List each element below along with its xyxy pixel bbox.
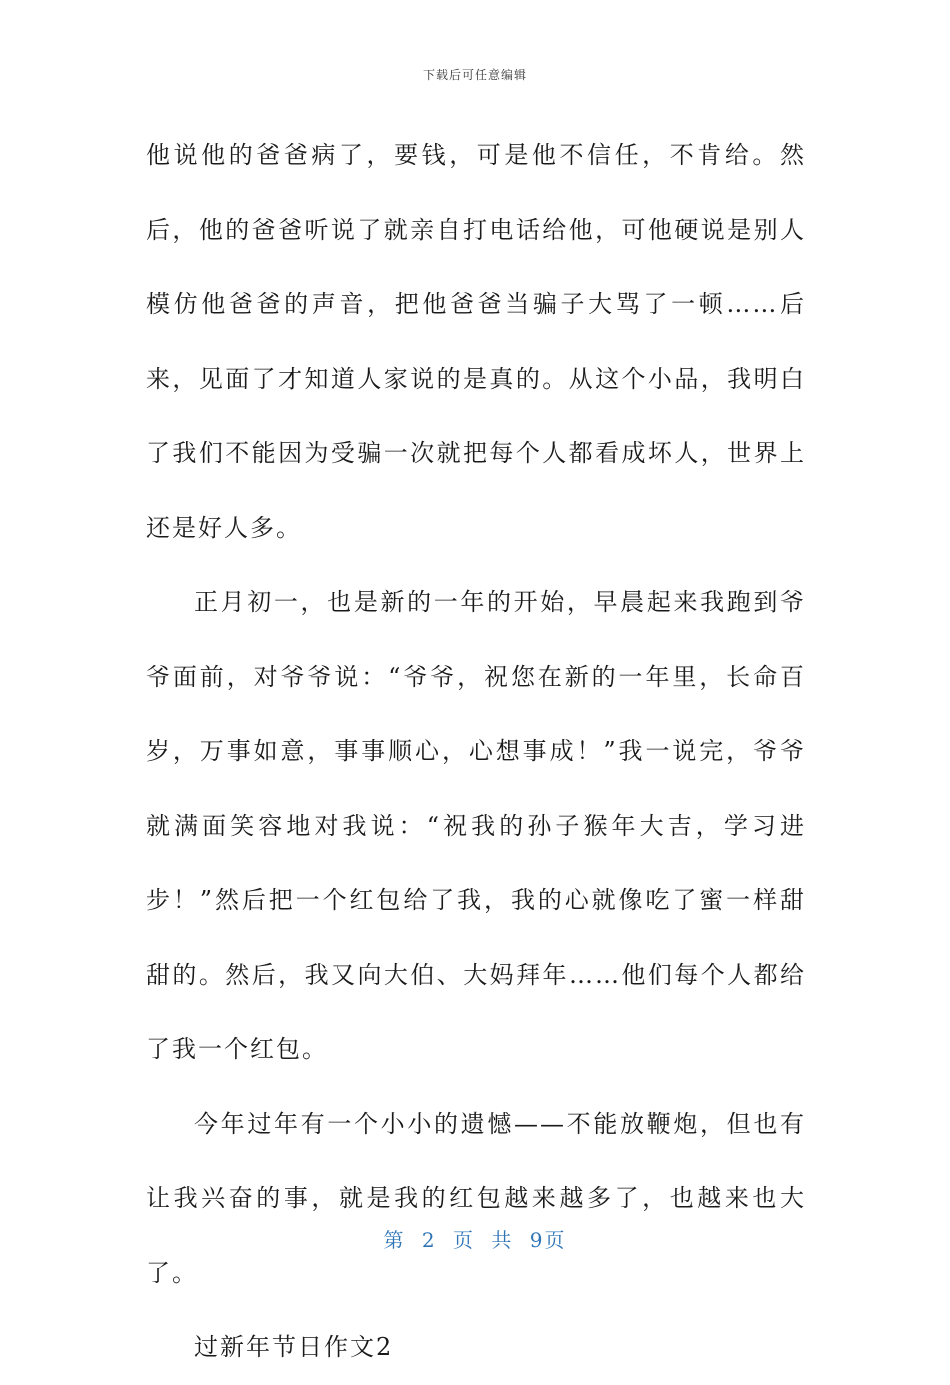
- body-text: [146, 118, 806, 1385]
- paragraph-2: 正月初一，也是新的一年的开始，早晨起来我跑到爷爷面前，对爷爷说：“爷爷，祝您在新的一年里，长命百岁，万事如意，事事顺心，心想事成！”我一说完，爷爷就满面笑容地对我说：“祝我的孙子猴年大吉，学习进步！”然后把一个红包给了我，我的心就像吃了蜜一样甜甜的。然后，我又向大伯、大妈拜年……他们每个人都给了我一个红包。: [146, 588, 806, 1063]
- footer-total-pages: 9页: [529, 1228, 567, 1252]
- header-note: 下载后可任意编辑: [422, 68, 527, 82]
- footer-total-word: 共: [491, 1228, 514, 1252]
- footer-prefix: 第: [383, 1228, 406, 1252]
- paragraph-3: 今年过年有一个小小的遗憾——不能放鞭炮，但也有让我兴奋的事，就是我的红包越来越多了，也越来也大了。: [146, 1109, 806, 1287]
- page-number-footer: [0, 1224, 950, 1253]
- footer-page-word: 页: [453, 1228, 475, 1252]
- paragraph-1: 他说他的爸爸病了，要钱，可是他不信任，不肯给。然后，他的爸爸听说了就亲自打电话给他，可他硬说是别人模仿他爸爸的声音，把他爸爸当骗子大骂了一顿……后来，见面了才知道人家说的是真的。从这个小品，我明白了我们不能因为受骗一次就把每个人都看成坏人，世界上还是好人多。: [146, 141, 806, 542]
- section-heading: 过新年节日作文2: [194, 1333, 394, 1361]
- footer-current-page: 2: [421, 1228, 437, 1252]
